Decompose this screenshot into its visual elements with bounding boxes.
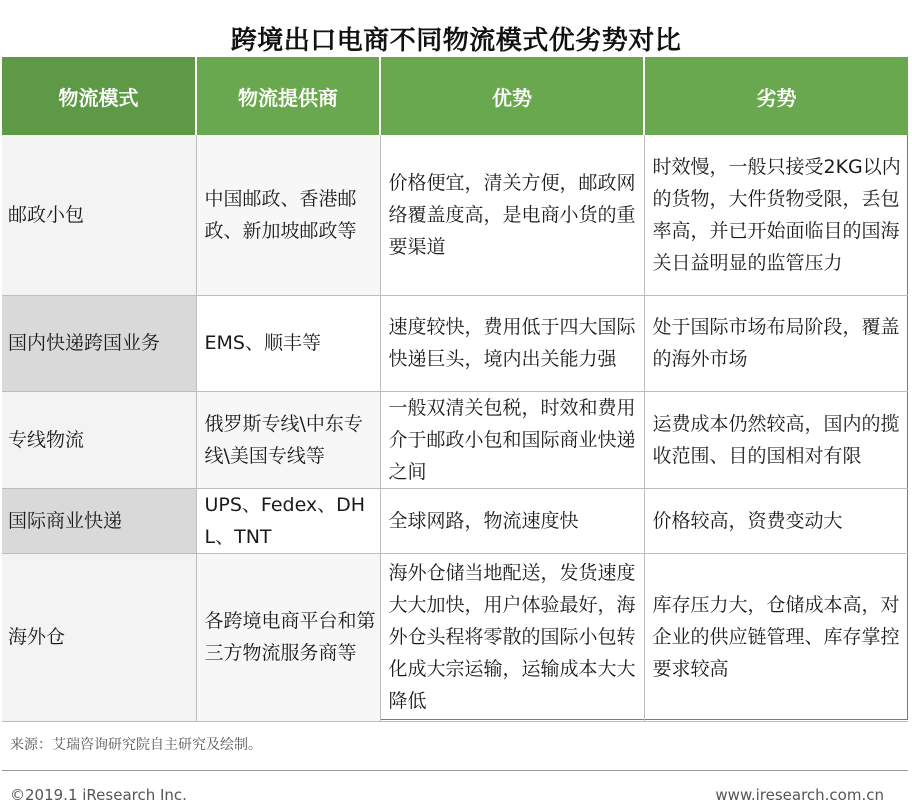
row-provider: UPS、Fedex、DHL、TNT xyxy=(196,488,380,553)
row-disadvantage: 处于国际市场布局阶段，覆盖的海外市场 xyxy=(644,295,908,391)
row-disadvantage: 价格较高，资费变动大 xyxy=(644,488,908,553)
source-note: 来源：艾瑞咨询研究院自主研究及绘制。 xyxy=(10,737,262,753)
row-advantage: 价格便宜，清关方便，邮政网络覆盖度高，是电商小货的重要渠道 xyxy=(380,135,644,295)
header-disadvantage: 劣势 xyxy=(644,57,908,135)
row-disadvantage: 库存压力大，仓储成本高，对企业的供应链管理、库存掌控要求较高 xyxy=(644,553,908,721)
row-provider: 俄罗斯专线\中东专线\美国专线等 xyxy=(196,391,380,488)
row-mode: 邮政小包 xyxy=(2,135,196,295)
row-provider: EMS、顺丰等 xyxy=(196,295,380,391)
row-mode: 国内快递跨国业务 xyxy=(2,295,196,391)
row-mode: 国际商业快递 xyxy=(2,488,196,553)
row-disadvantage: 运费成本仍然较高，国内的揽收范围、目的国相对有限 xyxy=(644,391,908,488)
website-link[interactable]: www.iresearch.com.cn xyxy=(715,786,884,804)
table-row xyxy=(2,135,908,295)
row-advantage: 一般双清关包税，时效和费用介于邮政小包和国际商业快递之间 xyxy=(380,391,644,488)
footer-divider xyxy=(2,770,908,771)
row-advantage: 全球网路，物流速度快 xyxy=(380,488,644,553)
row-mode: 海外仓 xyxy=(2,553,196,721)
row-advantage: 海外仓储当地配送，发货速度大大加快，用户体验最好，海外仓头程将零散的国际小包转化成大宗运输，运输成本大大降低 xyxy=(380,553,644,721)
row-advantage: 速度较快，费用低于四大国际快递巨头，境内出关能力强 xyxy=(380,295,644,391)
row-provider: 各跨境电商平台和第三方物流服务商等 xyxy=(196,553,380,721)
table-row xyxy=(2,391,908,488)
table-row xyxy=(2,553,908,721)
copyright-text: ©2019.1 iResearch Inc. xyxy=(10,786,187,804)
row-disadvantage: 时效慢，一般只接受2KG以内的货物，大件货物受限，丢包率高，并已开始面临目的国海关日益明显的监管压力 xyxy=(644,135,908,295)
table-row xyxy=(2,488,908,553)
page-title: 跨境出口电商不同物流模式优劣势对比 xyxy=(230,26,682,56)
header-provider: 物流提供商 xyxy=(196,57,380,135)
header-mode: 物流模式 xyxy=(2,57,196,135)
header-advantage: 优势 xyxy=(380,57,644,135)
header-row xyxy=(2,57,908,135)
row-provider: 中国邮政、香港邮政、新加坡邮政等 xyxy=(196,135,380,295)
row-mode: 专线物流 xyxy=(2,391,196,488)
table-row xyxy=(2,295,908,391)
comparison-table xyxy=(2,57,908,722)
